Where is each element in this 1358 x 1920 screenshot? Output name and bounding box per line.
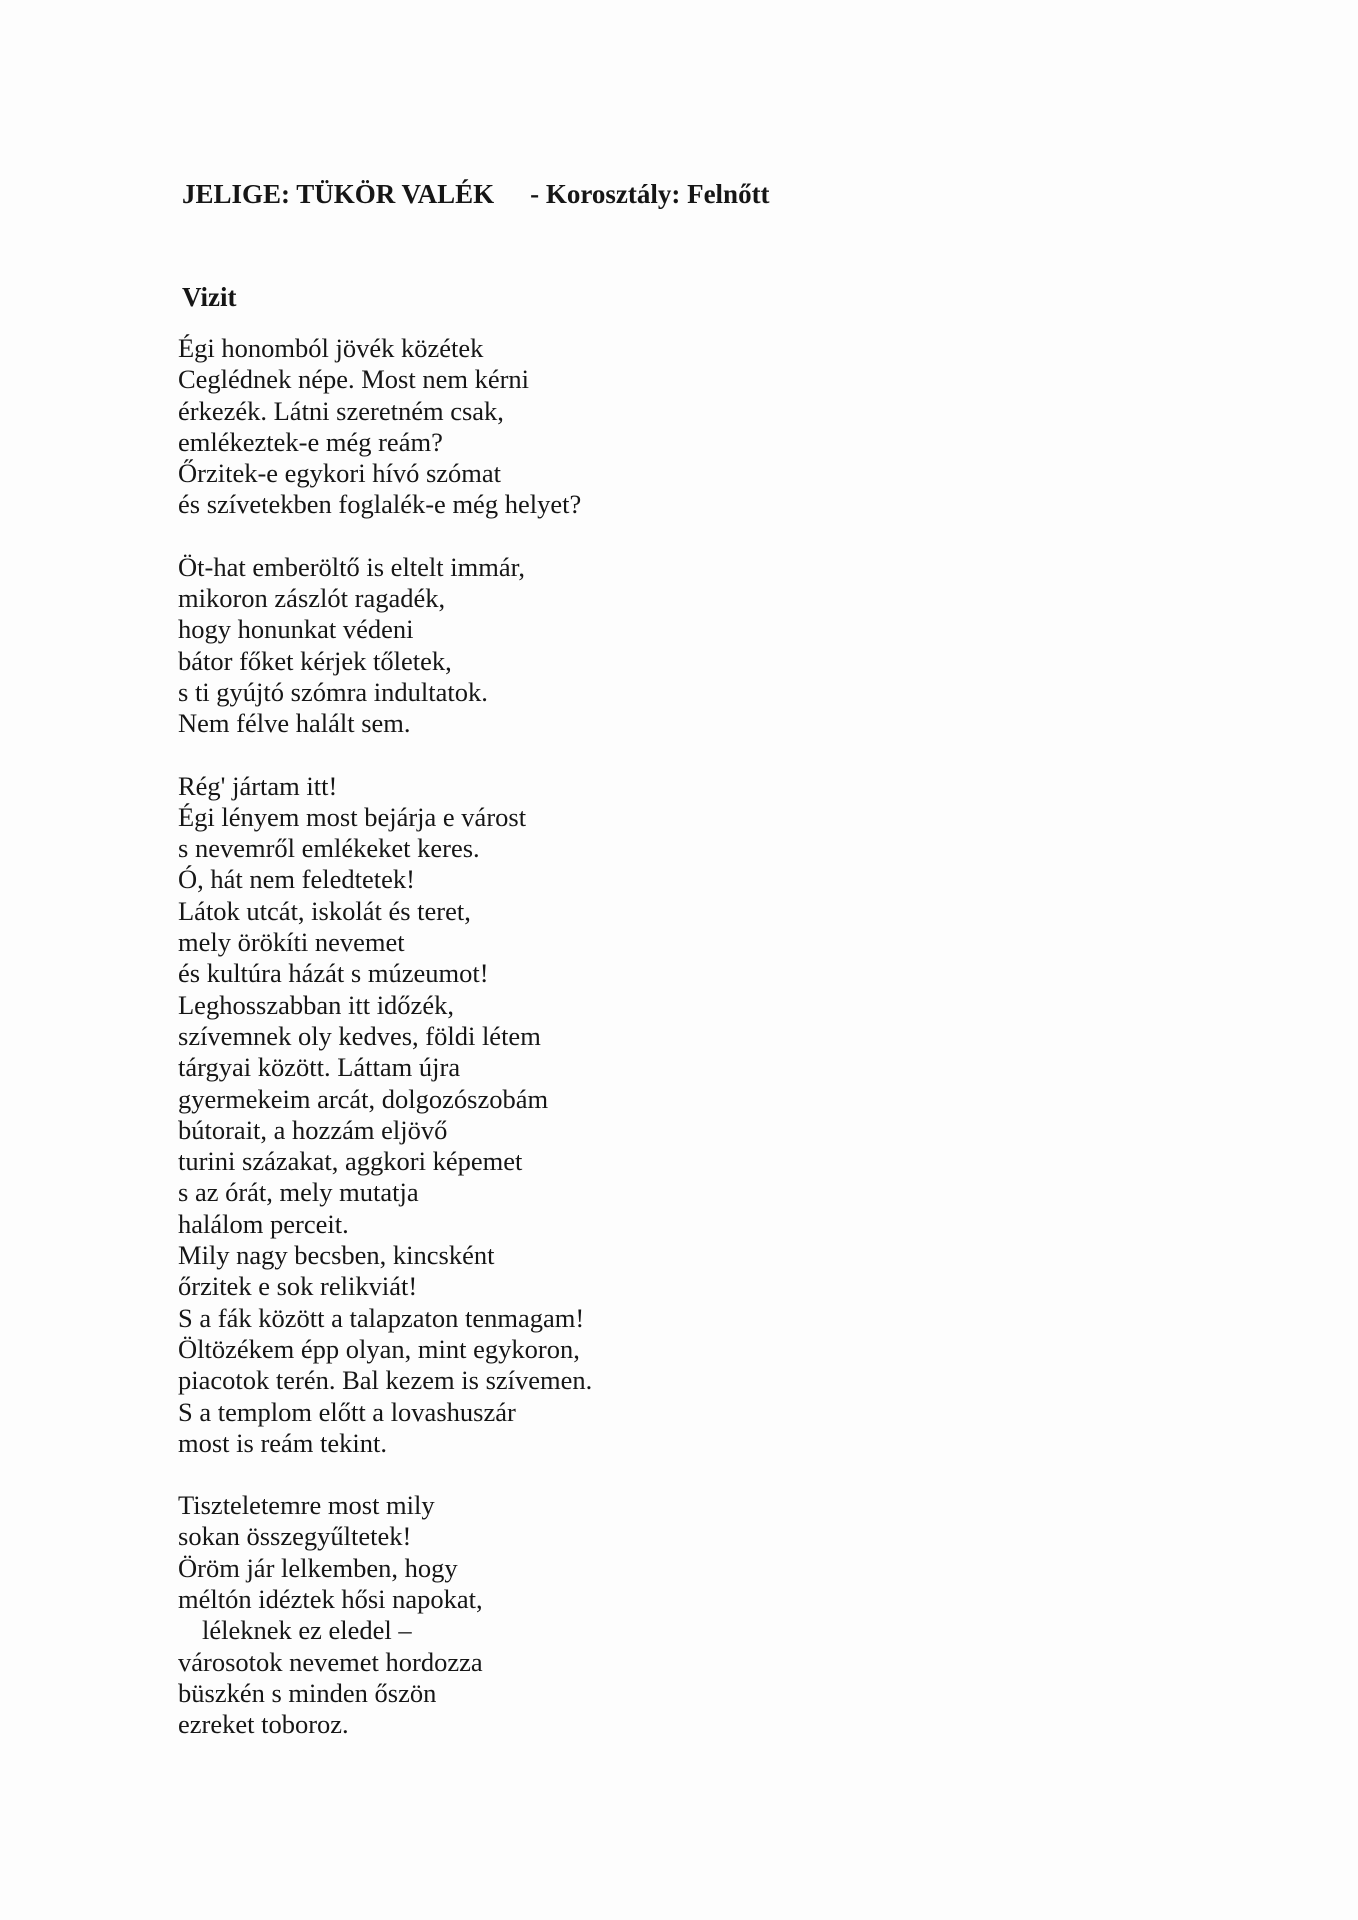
poem-line: Öltözékem épp olyan, mint egykoron, bbox=[178, 1333, 580, 1364]
poem-line: Tiszteletemre most mily bbox=[178, 1490, 435, 1521]
poem-line: Leghosszabban itt időzék, bbox=[178, 989, 454, 1020]
poem-line: Nem félve halált sem. bbox=[178, 708, 411, 739]
poem-line: szívemnek oly kedves, földi létem bbox=[178, 1020, 541, 1051]
stanza-4 bbox=[178, 1490, 592, 1740]
poem-line: s nevemről emlékeket keres. bbox=[178, 833, 480, 864]
poem-line: Rég' jártam itt! bbox=[178, 770, 338, 801]
poem-line: bútorait, a hozzám eljövő bbox=[178, 1114, 448, 1145]
poem-line: Őrzitek-e egykori hívó szómat bbox=[178, 458, 502, 489]
poem-line: büszkén s minden őszön bbox=[178, 1677, 437, 1708]
poem-title: Vizit bbox=[182, 282, 237, 312]
poem-line: turini százakat, aggkori képemet bbox=[178, 1146, 523, 1177]
poem-line: bátor főket kérjek tőletek, bbox=[178, 645, 452, 676]
poem-line: őrzitek e sok relikviát! bbox=[178, 1271, 418, 1302]
poem-line: léleknek ez eledel – bbox=[202, 1615, 412, 1646]
poem-line: Ceglédnek népe. Most nem kérni bbox=[178, 364, 530, 395]
poem-line: városotok nevemet hordozza bbox=[178, 1646, 483, 1677]
stanza-1 bbox=[178, 333, 592, 521]
poem-body bbox=[178, 333, 592, 1740]
category-label: - Korosztály: Felnőtt bbox=[530, 179, 770, 209]
poem-line: Öt-hat emberöltő is eltelt immár, bbox=[178, 551, 526, 582]
poem-line: méltón idéztek hősi napokat, bbox=[178, 1583, 483, 1614]
poem-line: Ó, hát nem feledtetek! bbox=[178, 864, 415, 895]
poem-line: mikoron zászlót ragadék, bbox=[178, 583, 446, 614]
poem-line: hogy honunkat védeni bbox=[178, 614, 414, 645]
poem-line: Mily nagy becsben, kincsként bbox=[178, 1240, 495, 1271]
poem-line: S a fák között a talapzaton tenmagam! bbox=[178, 1302, 585, 1333]
stanza-2 bbox=[178, 552, 592, 740]
motto-label: JELIGE: TÜKÖR VALÉK bbox=[182, 179, 495, 209]
poem-line: és szívetekben foglalék-e még helyet? bbox=[178, 489, 582, 520]
poem-line: és kultúra házát s múzeumot! bbox=[178, 958, 489, 989]
poem-line: emlékeztek-e még reám? bbox=[178, 426, 443, 457]
poem-line: Égi lényem most bejárja e várost bbox=[178, 801, 527, 832]
poem-line: halálom perceit. bbox=[178, 1208, 349, 1239]
poem-line: S a templom előtt a lovashuszár bbox=[178, 1396, 516, 1427]
poem-line: most is reám tekint. bbox=[178, 1427, 388, 1458]
poem-line: sokan összegyűltetek! bbox=[178, 1521, 412, 1552]
poem-line: Égi honomból jövék közétek bbox=[178, 333, 484, 363]
poem-line: piacotok terén. Bal kezem is szívemen. bbox=[178, 1365, 593, 1396]
poem-line: gyermekeim arcát, dolgozószobám bbox=[178, 1083, 549, 1114]
poem-line: s ti gyújtó szómra indultatok. bbox=[178, 676, 488, 707]
poem-line: Látok utcát, iskolát és teret, bbox=[178, 895, 471, 926]
stanza-3 bbox=[178, 771, 592, 1460]
poem-line: mely örökíti nevemet bbox=[178, 927, 405, 958]
poem-line: Öröm jár lelkemben, hogy bbox=[178, 1552, 458, 1583]
document-header bbox=[182, 177, 770, 211]
poem-line: tárgyai között. Láttam újra bbox=[178, 1052, 461, 1083]
poem-line: ezreket toboroz. bbox=[178, 1709, 349, 1740]
poem-line: érkezék. Látni szeretném csak, bbox=[178, 395, 504, 426]
poem-line: s az órát, mely mutatja bbox=[178, 1177, 419, 1208]
